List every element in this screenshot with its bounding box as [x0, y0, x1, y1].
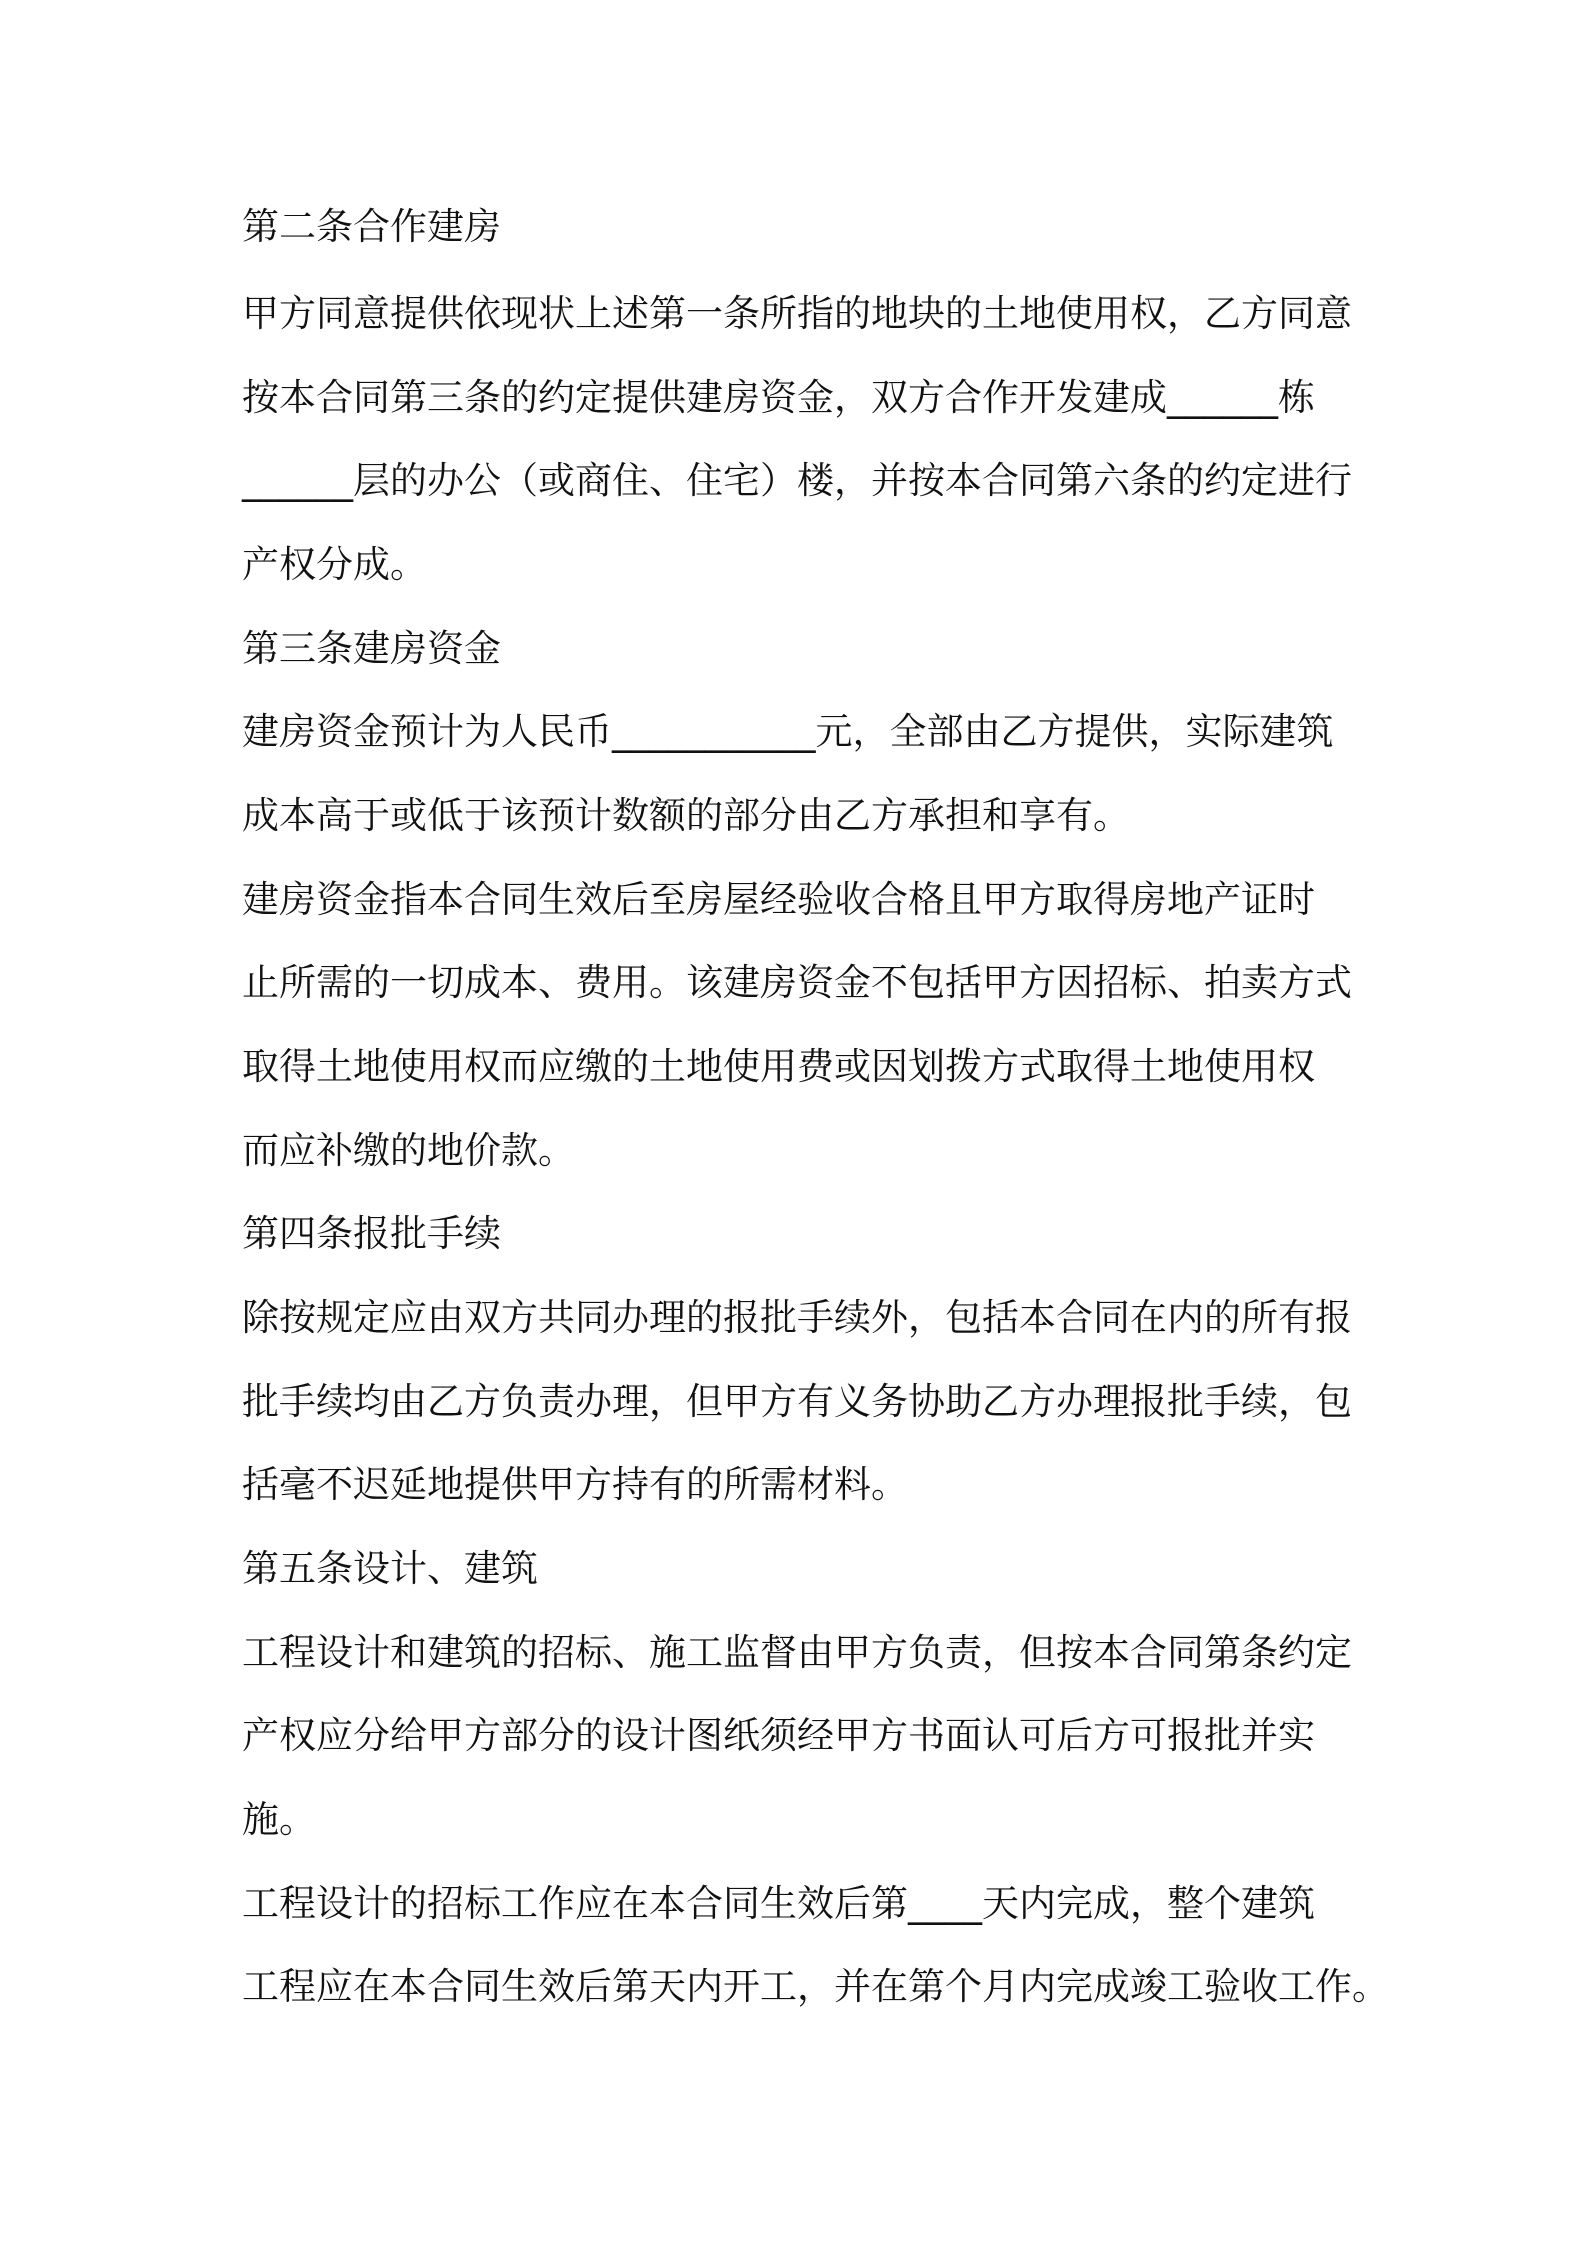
article-5-heading: 第五条设计、建筑 — [242, 1547, 538, 1590]
paragraph-line: ______层的办公（或商住、住宅）楼，并按本合同第六条的约定进行 — [242, 459, 1352, 502]
paragraph-line: 施。 — [242, 1798, 316, 1841]
paragraph-line: 建房资金预计为人民币___________元，全部由乙方提供，实际建筑 — [242, 710, 1334, 753]
paragraph-line: 成本高于或低于该预计数额的部分由乙方承担和享有。 — [242, 794, 1130, 837]
article-4-heading: 第四条报批手续 — [242, 1212, 501, 1255]
paragraph-line: 而应补缴的地价款。 — [242, 1129, 575, 1172]
paragraph-line: 产权应分给甲方部分的设计图纸须经甲方书面认可后方可报批并实 — [242, 1714, 1315, 1757]
article-2-heading: 第二条合作建房 — [242, 205, 501, 248]
paragraph-line: 产权分成。 — [242, 543, 427, 586]
paragraph-line: 工程设计的招标工作应在本合同生效后第____天内完成，整个建筑 — [242, 1882, 1315, 1925]
paragraph-line: 按本合同第三条的约定提供建房资金，双方合作开发建成______栋 — [242, 376, 1315, 419]
paragraph-line: 止所需的一切成本、费用。该建房资金不包括甲方因招标、拍卖方式 — [242, 961, 1352, 1004]
paragraph-line: 除按规定应由双方共同办理的报批手续外，包括本合同在内的所有报 — [242, 1296, 1352, 1339]
paragraph-line: 取得土地使用权而应缴的土地使用费或因划拨方式取得土地使用权 — [242, 1045, 1315, 1088]
paragraph-line: 工程设计和建筑的招标、施工监督由甲方负责，但按本合同第条约定 — [242, 1631, 1352, 1674]
paragraph-line: 批手续均由乙方负责办理，但甲方有义务协助乙方办理报批手续，包 — [242, 1380, 1352, 1423]
paragraph-line: 建房资金指本合同生效后至房屋经验收合格且甲方取得房地产证时 — [242, 878, 1315, 921]
paragraph-line: 工程应在本合同生效后第天内开工，并在第个月内完成竣工验收工作。 — [242, 1965, 1389, 2008]
paragraph-line: 括毫不迟延地提供甲方持有的所需材料。 — [242, 1463, 908, 1506]
paragraph-line: 甲方同意提供依现状上述第一条所指的地块的土地使用权，乙方同意 — [242, 292, 1352, 335]
article-3-heading: 第三条建房资金 — [242, 627, 501, 670]
